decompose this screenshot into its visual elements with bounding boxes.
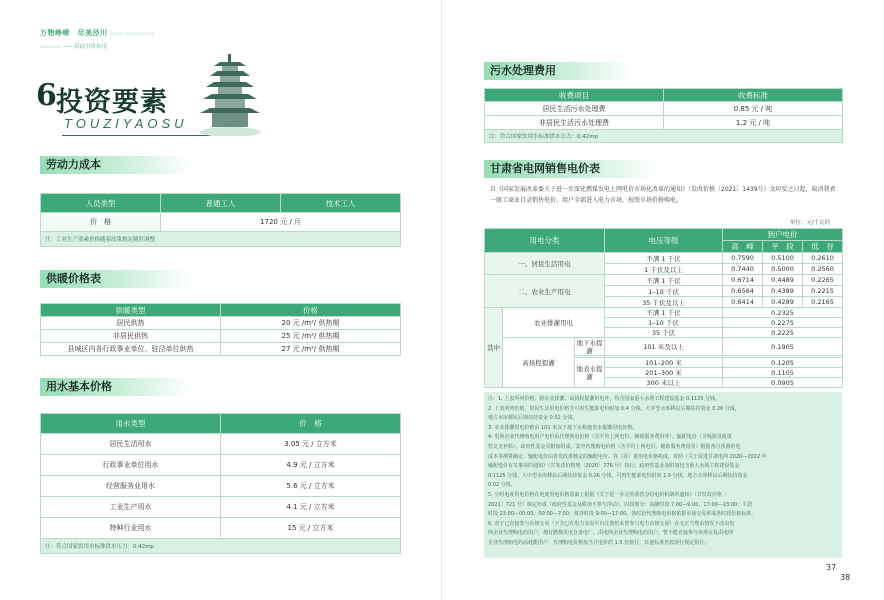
- elec-header-voltage: 电压等级: [605, 229, 723, 253]
- note-line: 网企业代理购电的用户，拥有燃煤发电自备电厂、由电网企业代理购电的用户，暂不能直接参与市场交易由电网: [488, 530, 734, 537]
- elec-valley: 0.2165: [803, 297, 843, 308]
- labor-cost-table: [40, 193, 401, 247]
- elec-voltage: 35 千伏: [605, 328, 723, 338]
- elec-voltage: 1–10 千伏: [605, 286, 723, 297]
- heating-price: 27 元 /m²/ 供热期: [221, 343, 401, 356]
- right-page: [442, 0, 884, 600]
- table-row: [485, 338, 843, 356]
- water-type: 工业生产用水: [41, 497, 221, 518]
- elec-group-ground-water: 地下水提灌: [576, 338, 603, 355]
- note-line: 2. 上表所列价格，居民生活用电价格含可再生能源电价附加 0.4 分钱，大中型水库移民后期扶持资金 0.26 分钱，: [488, 405, 740, 412]
- elec-peak: 0.7440: [723, 264, 763, 275]
- sewage-item: 非居民生活污水处理费: [485, 116, 664, 130]
- elec-single-price: 0.2225: [723, 328, 843, 338]
- table-row: [41, 455, 401, 476]
- labor-header-type: 人员类型: [41, 194, 161, 213]
- note-line: 成本等测算确定；输配电价由省发改委核定的输配电价、容（需）量用电价格构成，按照《关于促进甘肃电网 2020—2022 年: [488, 453, 767, 460]
- water-price-table: [40, 413, 401, 554]
- table-row: [41, 497, 401, 518]
- note-line: 6. 对于已直接参与市场交易（不含已在电力交易平台注册但未曾参与电力市场交易）在无正当理由情况下改由电: [488, 520, 735, 527]
- elec-header-peak: 高 峰: [723, 241, 763, 253]
- water-price: 4.1 元 / 立方米: [221, 497, 401, 518]
- sewage-note: 注：符合国家饮用水标准供水压力：0.42mp: [485, 130, 843, 143]
- elec-voltage: 101–200 米: [605, 358, 723, 368]
- elec-peak: 0.6414: [723, 297, 763, 308]
- elec-group-among: 其中: [485, 308, 503, 388]
- water-price: 5.6 元 / 立方米: [221, 476, 401, 497]
- water-header-type: 用水类型: [41, 414, 221, 434]
- note-line: 地方水库移民后期扶持资金 0.02 分钱。: [488, 415, 578, 422]
- heating-price: 20 元 /m²/ 供热期: [221, 317, 401, 330]
- elec-valley: 0.2215: [803, 286, 843, 297]
- note-line: 2021〕721 号）规定形成（政府性基金及附加不参与浮动），时段划分：高峰时段 7:00—9:00、17:00—23:00；平段: [488, 501, 753, 508]
- sewage-item: 居民生活污水处理费: [485, 102, 664, 116]
- elec-voltage: 300 米以上: [605, 378, 723, 388]
- note-line: 0.1125 分钱，大中型水库移民后期扶持资金 0.26 分钱，可再生能源电价附加 1.9 分钱，地方水库移民后期扶持资金: [488, 472, 748, 479]
- elec-header-valley: 低 谷: [803, 241, 843, 253]
- water-type: 行政事业单位用水: [41, 455, 221, 476]
- note-line: 3. 农业排灌用电价格由 101 米以下地下水和地表水提灌用电价格。: [488, 424, 638, 431]
- elec-flat: 0.4489: [763, 275, 803, 286]
- water-price: 15 元 / 立方米: [221, 518, 401, 539]
- heating-price: 25 元 /m²/ 供热期: [221, 330, 401, 343]
- water-type: 特种行业用水: [41, 518, 221, 539]
- labor-note: 注：工业生产要素价格随着政策规定随时调整: [41, 232, 401, 247]
- table-row: [41, 330, 401, 343]
- electricity-price-table: [484, 228, 843, 388]
- brand-en-secondary: JINGCHUAN: [40, 45, 61, 49]
- table-row: [41, 317, 401, 330]
- sewage-header-item: 收费项目: [485, 89, 664, 102]
- note-line: 4. 电网企业代理购电用户电价由代理购电价格（含平均上网电价、辅助服务费用等）、输配电价（含线损及政策: [488, 434, 732, 441]
- electricity-notes: [484, 392, 842, 558]
- heating-type: 非居民供热: [41, 330, 221, 343]
- heating-price-table: [40, 303, 401, 356]
- table-row: [41, 476, 401, 497]
- sewage-price: 1.2 元 / 吨: [664, 116, 843, 130]
- note-line: 时段 23:00—00:00、00:00—7:00；低谷时段 9:00—17:00。各时段代理购电价格依据市场交易形成各时段价格标准。: [488, 511, 757, 518]
- chapter-number: 6: [36, 78, 57, 113]
- elec-single-price: 0.2325: [723, 308, 843, 318]
- elec-flat: 0.4389: [763, 286, 803, 297]
- elec-peak: 0.6714: [723, 275, 763, 286]
- elec-single-price: 0.1205: [723, 358, 843, 368]
- water-price: 3.05 元 / 立方米: [221, 434, 401, 455]
- labor-section-title: 劳动力成本: [40, 156, 190, 174]
- brand-header: [40, 28, 154, 50]
- brand-subtitle: ——招商引资指南: [63, 44, 108, 50]
- chapter-title: 投资要素: [56, 87, 168, 118]
- elec-voltage: 不满 1 千伏: [605, 275, 723, 286]
- water-header-price: 价 格: [221, 414, 401, 434]
- sewage-header-price: 收费标准: [664, 89, 843, 102]
- brand-en: WANWUZHENGRONG: [109, 32, 154, 36]
- labor-price-label: 价 格: [41, 213, 161, 232]
- water-price: 4.9 元 / 立方米: [221, 455, 401, 476]
- note-line: 输配电价有关事项的通知》（甘发改价格规〔2020〕776 号）执行；政府性基金及附加包含重大水利工程建设基金: [488, 463, 740, 470]
- chapter-heading: [36, 64, 216, 144]
- elec-single-price: 0.1905: [723, 338, 843, 356]
- note-line: 注：1. 上表所列价格，除农业排灌、高扬程提灌用电外，均含国家重大水利工程建设基金 0.1125 分钱。: [488, 396, 721, 402]
- elec-voltage: 不满 1 千伏: [605, 253, 723, 264]
- table-row: [41, 518, 401, 539]
- electricity-unit: 单位：元/千瓦时: [790, 220, 831, 226]
- electricity-section-title: 甘肃省电网销售电价表: [484, 160, 659, 178]
- elec-voltage: 1–10 千伏: [605, 318, 723, 328]
- elec-single-price: 0.2275: [723, 318, 843, 328]
- note-line: 企业代理购电的高耗能用户，代理购电价格按当月电价的 1.5 倍执行，其他标准仍按现行规定执行。: [488, 539, 710, 546]
- water-section-title: 用水基本价格: [40, 378, 190, 396]
- heating-type: 居民供热: [41, 317, 221, 330]
- elec-group-resident: 一、居民生活用电: [485, 253, 605, 275]
- sewage-fee-table: [484, 88, 843, 143]
- elec-valley: 0.2610: [803, 253, 843, 264]
- heating-type: 县城区内各行政事业单位、驻泾单位供热: [41, 343, 221, 356]
- elec-voltage: 35 千伏及以上: [605, 297, 723, 308]
- table-row: [485, 253, 843, 264]
- elec-group-high-lift: 高扬程提灌: [503, 338, 575, 388]
- electricity-intro: 自《国家发展改革委关于进一步深化燃煤发电上网电价市场化改革的通知》（发改价格〔2021〕1439号）文印发之日起，取消我省一般工商业目录销售电价，用户全部进入电力市场，按照市场价格购电。: [490, 186, 836, 204]
- note-line: 0.02 分钱。: [488, 482, 516, 489]
- water-note: 注：符合国家饮用水标准供水压力：0.42mp: [41, 539, 401, 554]
- elec-voltage: 201–300 米: [605, 368, 723, 378]
- labor-price-value: 1720 元 / 月: [161, 213, 401, 232]
- heating-header-price: 价格: [221, 304, 401, 317]
- table-row: [41, 343, 401, 356]
- elec-flat: 0.4289: [763, 297, 803, 308]
- elec-voltage: 1 千伏及以上: [605, 264, 723, 275]
- table-row: [485, 275, 843, 286]
- page-number-left: 37: [826, 563, 837, 572]
- pagoda-illustration: [200, 52, 260, 136]
- heating-section-title: 供暖价格表: [40, 270, 190, 288]
- elec-flat: 0.5000: [763, 264, 803, 275]
- elec-single-price: 0.0905: [723, 378, 843, 388]
- elec-valley: 0.2265: [803, 275, 843, 286]
- sewage-price: 0.85 元 / 吨: [664, 102, 843, 116]
- sewage-section-title: 污水处理费用: [484, 62, 634, 80]
- table-row: [41, 434, 401, 455]
- elec-group-surface-water: 地表水提灌: [575, 358, 605, 388]
- elec-peak: 0.7590: [723, 253, 763, 264]
- water-type: 经营服务业用水: [41, 476, 221, 497]
- labor-header-technical: 技术工人: [281, 194, 401, 213]
- elec-header-category: 用电分类: [485, 229, 605, 253]
- labor-header-general: 普通工人: [161, 194, 281, 213]
- elec-group-irrigation: 农业排灌用电: [503, 308, 605, 338]
- page-number-right: 38: [840, 573, 851, 582]
- note-line: 性交叉补贴）、政府性基金及附加组成，其中代理购电价格（含平均上网电价、辅助服务费用等）根据各月预测的电: [488, 443, 741, 450]
- water-type: 居民生活用水: [41, 434, 221, 455]
- elec-group-agri: 二、农业生产用电: [485, 275, 605, 308]
- elec-valley: 0.2560: [803, 264, 843, 275]
- elec-flat: 0.5100: [763, 253, 803, 264]
- brand-name: 万物峥嵘 尽美泾川: [40, 29, 108, 37]
- elec-voltage: 101 米及以上: [605, 338, 723, 356]
- heating-header-type: 供暖类型: [41, 304, 221, 317]
- elec-header-price: 到户电价: [723, 229, 843, 241]
- table-row: [485, 102, 843, 116]
- elec-peak: 0.6564: [723, 286, 763, 297]
- elec-header-flat: 平 段: [763, 241, 803, 253]
- table-row: [485, 116, 843, 130]
- table-row: [485, 308, 843, 318]
- chapter-pinyin: TOUZIYAOSU: [64, 116, 188, 131]
- elec-single-price: 0.1105: [723, 368, 843, 378]
- note-line: 5. 分时电度用电价格在电度用电价格基础上根据《关于进一步完善我省分时电价机制的通知》（甘发改价格〔: [488, 491, 727, 498]
- elec-voltage: 不满 1 千伏: [605, 308, 723, 318]
